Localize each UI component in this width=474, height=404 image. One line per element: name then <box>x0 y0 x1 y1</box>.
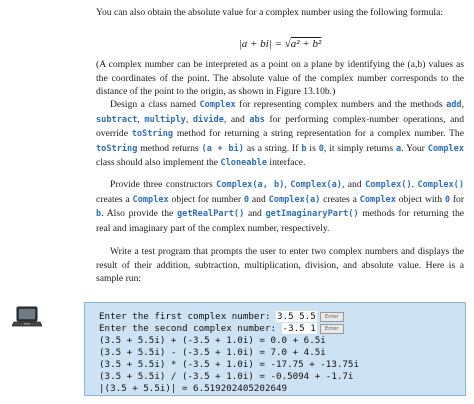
test-program-paragraph: Write a test program that prompts the user to enter two complex numbers and displays the result of their addition, subtraction, multiplication, division, and absolute value. Here is a sample run: <box>96 246 464 285</box>
code-run: 0 <box>318 143 324 154</box>
prompt-second: Enter the second complex number: <box>99 323 282 334</box>
code-run: toString <box>131 129 174 140</box>
text-run: for performing complex-number operations, and override <box>96 113 465 140</box>
output-divide: (3.5 + 5.5i) / (-3.5 + 1.0i) = -0.5094 + -1.7i <box>99 371 354 382</box>
intro-paragraph: You can also obtain the absolute value for a complex number using the following formula: <box>96 7 443 18</box>
code-run: Cloneable <box>220 158 268 169</box>
abs-formula <box>96 38 464 50</box>
text-run: object for number <box>168 193 244 205</box>
code-run: Complex(a, b) <box>216 180 285 190</box>
text-run: Design a class named <box>110 99 200 110</box>
text-run: creates a <box>96 193 133 205</box>
formula-radicand: a² + b² <box>290 38 322 50</box>
text-run: for representing complex numbers and the methods <box>235 99 447 110</box>
input-first: 3.5 5.5 <box>277 311 316 322</box>
code-run: toString <box>96 143 138 154</box>
sample-run-console <box>84 302 466 396</box>
code-run: Complex(a) <box>290 180 342 190</box>
text-run: , <box>284 179 291 190</box>
console-line <box>99 311 465 323</box>
formula-eq: = <box>271 38 285 50</box>
laptop-icon <box>12 306 42 328</box>
code-run: abs <box>249 114 265 125</box>
text-run: . Your <box>401 142 428 154</box>
text-run: , it simply returns <box>323 142 396 154</box>
code-run: 0 <box>444 194 451 205</box>
code-run: b <box>301 143 307 154</box>
code-run: b <box>96 209 102 220</box>
code-run: getImaginaryPart() <box>265 209 359 220</box>
code-run: divide <box>192 114 224 125</box>
formula-lhs: |a + bi| <box>238 38 272 50</box>
text-run: Provide three constructors <box>110 179 217 190</box>
code-run: Complex <box>132 194 169 205</box>
text-run: as a string. If <box>243 142 302 154</box>
code-run: a <box>395 143 402 154</box>
code-run: Complex() <box>365 180 412 190</box>
text-run: class should also implement the <box>96 157 221 169</box>
text-run: creates a <box>320 193 360 205</box>
console-line <box>99 323 465 335</box>
output-add: (3.5 + 5.5i) + (-3.5 + 1.0i) = 0.0 + 6.5i <box>99 335 326 346</box>
code-run: Complex() <box>417 180 465 190</box>
output-subtract: (3.5 + 5.5i) - (-3.5 + 1.0i) = 7.0 + 4.5i <box>99 347 326 358</box>
code-run: Complex <box>359 194 396 205</box>
code-run: Complex <box>427 143 464 154</box>
text-run: for <box>450 193 465 205</box>
text-run: interface. <box>267 157 306 169</box>
text-run: and <box>249 193 269 205</box>
interpretation-paragraph: (A complex number can be interpreted as a point on a plane by identifying the (a,b) values as the coordinates of the point. The absolute value of the complex number corresponds to the distance of the point to the origin, as shown in Figure 13.10b.) <box>96 59 464 98</box>
text-run: , <box>461 99 464 110</box>
code-run: Complex <box>199 100 236 110</box>
code-run: 0 <box>243 194 250 205</box>
text-run: . <box>411 179 418 190</box>
enter-key-icon: Enter <box>320 324 344 334</box>
text-run: , <box>185 113 193 125</box>
prompt-first: Enter the first complex number: <box>99 311 277 322</box>
text-run: object with <box>395 193 445 205</box>
sqrt-symbol: √ <box>284 38 291 50</box>
input-second: -3.5 1 <box>282 323 316 334</box>
text-run: is <box>306 142 319 154</box>
text-run: . Also provide the <box>101 208 177 220</box>
text-run: , and <box>223 113 250 125</box>
code-run: (a + bi) <box>201 143 244 154</box>
output-abs: |(3.5 + 5.5i)| = 6.519202405202649 <box>99 383 288 394</box>
text-run: method for returning a string representation for a complex number. The <box>173 128 464 140</box>
text-run: methods for returning the real and imaginary part of the complex number, respectively. <box>96 208 464 234</box>
code-run: Complex(a) <box>268 194 321 205</box>
design-paragraph <box>96 98 464 171</box>
text-run: and <box>244 208 266 220</box>
enter-key-icon: Enter <box>320 312 344 322</box>
constructors-paragraph <box>96 178 464 235</box>
text-run: method returns <box>137 142 202 154</box>
text-run: , <box>137 113 145 125</box>
text-run: , and <box>341 179 366 190</box>
code-run: multiply <box>144 114 186 125</box>
code-run: getRealPart() <box>176 209 245 220</box>
output-multiply: (3.5 + 5.5i) * (-3.5 + 1.0i) = -17.75 + -13.75i <box>99 359 359 370</box>
code-run: add <box>446 100 462 110</box>
code-run: subtract <box>96 114 138 125</box>
